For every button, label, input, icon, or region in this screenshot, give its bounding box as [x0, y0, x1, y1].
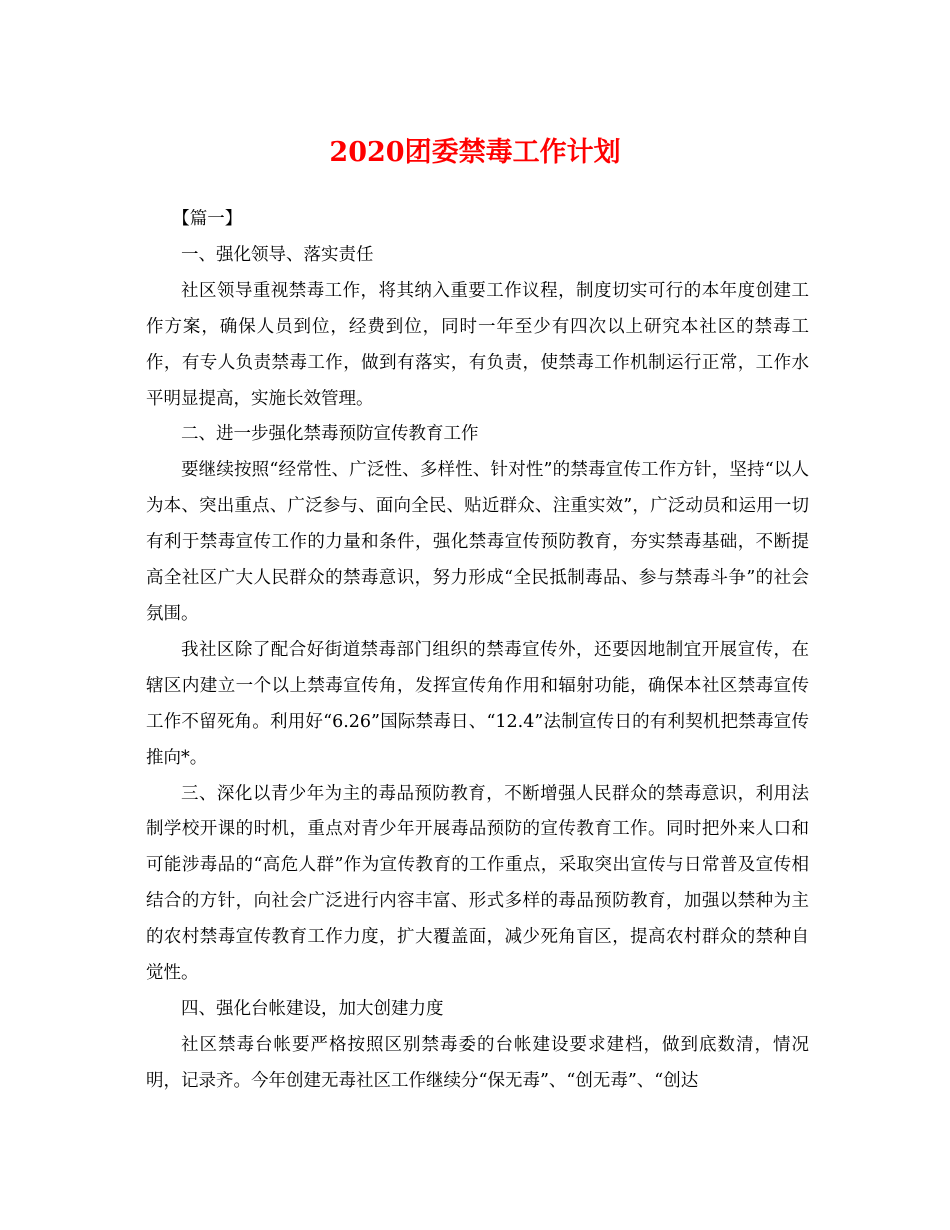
heading-2: 二、进一步强化禁毒预防宣传教育工作 — [181, 424, 479, 445]
paragraph-5: 社区禁毒台帐要严格按照区别禁毒委的台帐建设要求建档，做到底数清，情况明，记录齐。今年创建无毒社区工作继续分“保无毒”、“创无毒”、“创达 — [146, 1034, 809, 1091]
paragraph-2: 要继续按照“经常性、广泛性、多样性、针对性”的禁毒宣传工作方针，坚持“以人为本、突出重点、广泛参与、面向全民、贴近群众、注重实效”，广泛动员和运用一切有利于禁毒宣传工作的力量和条件，强化禁毒宣传预防教育，夯实禁毒基础，不断提高全社区广大人民群众的禁毒意识，努力形成“全民抵制毒品、参与禁毒斗争”的社会氛围。 — [146, 460, 809, 624]
paragraph-3: 我社区除了配合好街道禁毒部门组织的禁毒宣传外，还要因地制宜开展宣传，在辖区内建立一个以上禁毒宣传角，发挥宣传角作用和辐射功能，确保本社区禁毒宣传工作不留死角。利用好“6.26”国际禁毒日、“12.4”法制宣传日的有利契机把禁毒宣传推向*。 — [146, 639, 809, 768]
heading-4: 四、强化台帐建设，加大创建力度 — [181, 998, 444, 1019]
paragraph-4: 三、深化以青少年为主的毒品预防教育，不断增强人民群众的禁毒意识，利用法制学校开课的时机，重点对青少年开展毒品预防的宣传教育工作。同时把外来人口和可能涉毒品的“高危人群”作为宣传教育的工作重点，采取突出宣传与日常普及宣传相结合的方针，向社会广泛进行内容丰富、形式多样的毒品预防教育，加强以禁种为主的农村禁毒宣传教育工作力度，扩大覆盖面，减少死角盲区，提高农村群众的禁种自觉性。 — [146, 783, 809, 984]
document-body — [146, 202, 809, 1100]
section-marker: 【篇一】 — [172, 209, 243, 229]
heading-1: 一、强化领导、落实责任 — [181, 244, 374, 265]
document-title: 2020团委禁毒工作计划 — [329, 137, 621, 168]
paragraph-1: 社区领导重视禁毒工作，将其纳入重要工作议程，制度切实可行的本年度创建工作方案，确保人员到位，经费到位，同时一年至少有四次以上研究本社区的禁毒工作，有专人负责禁毒工作，做到有落实，有负责，使禁毒工作机制运行正常，工作水平明显提高，实施长效管理。 — [146, 280, 809, 409]
